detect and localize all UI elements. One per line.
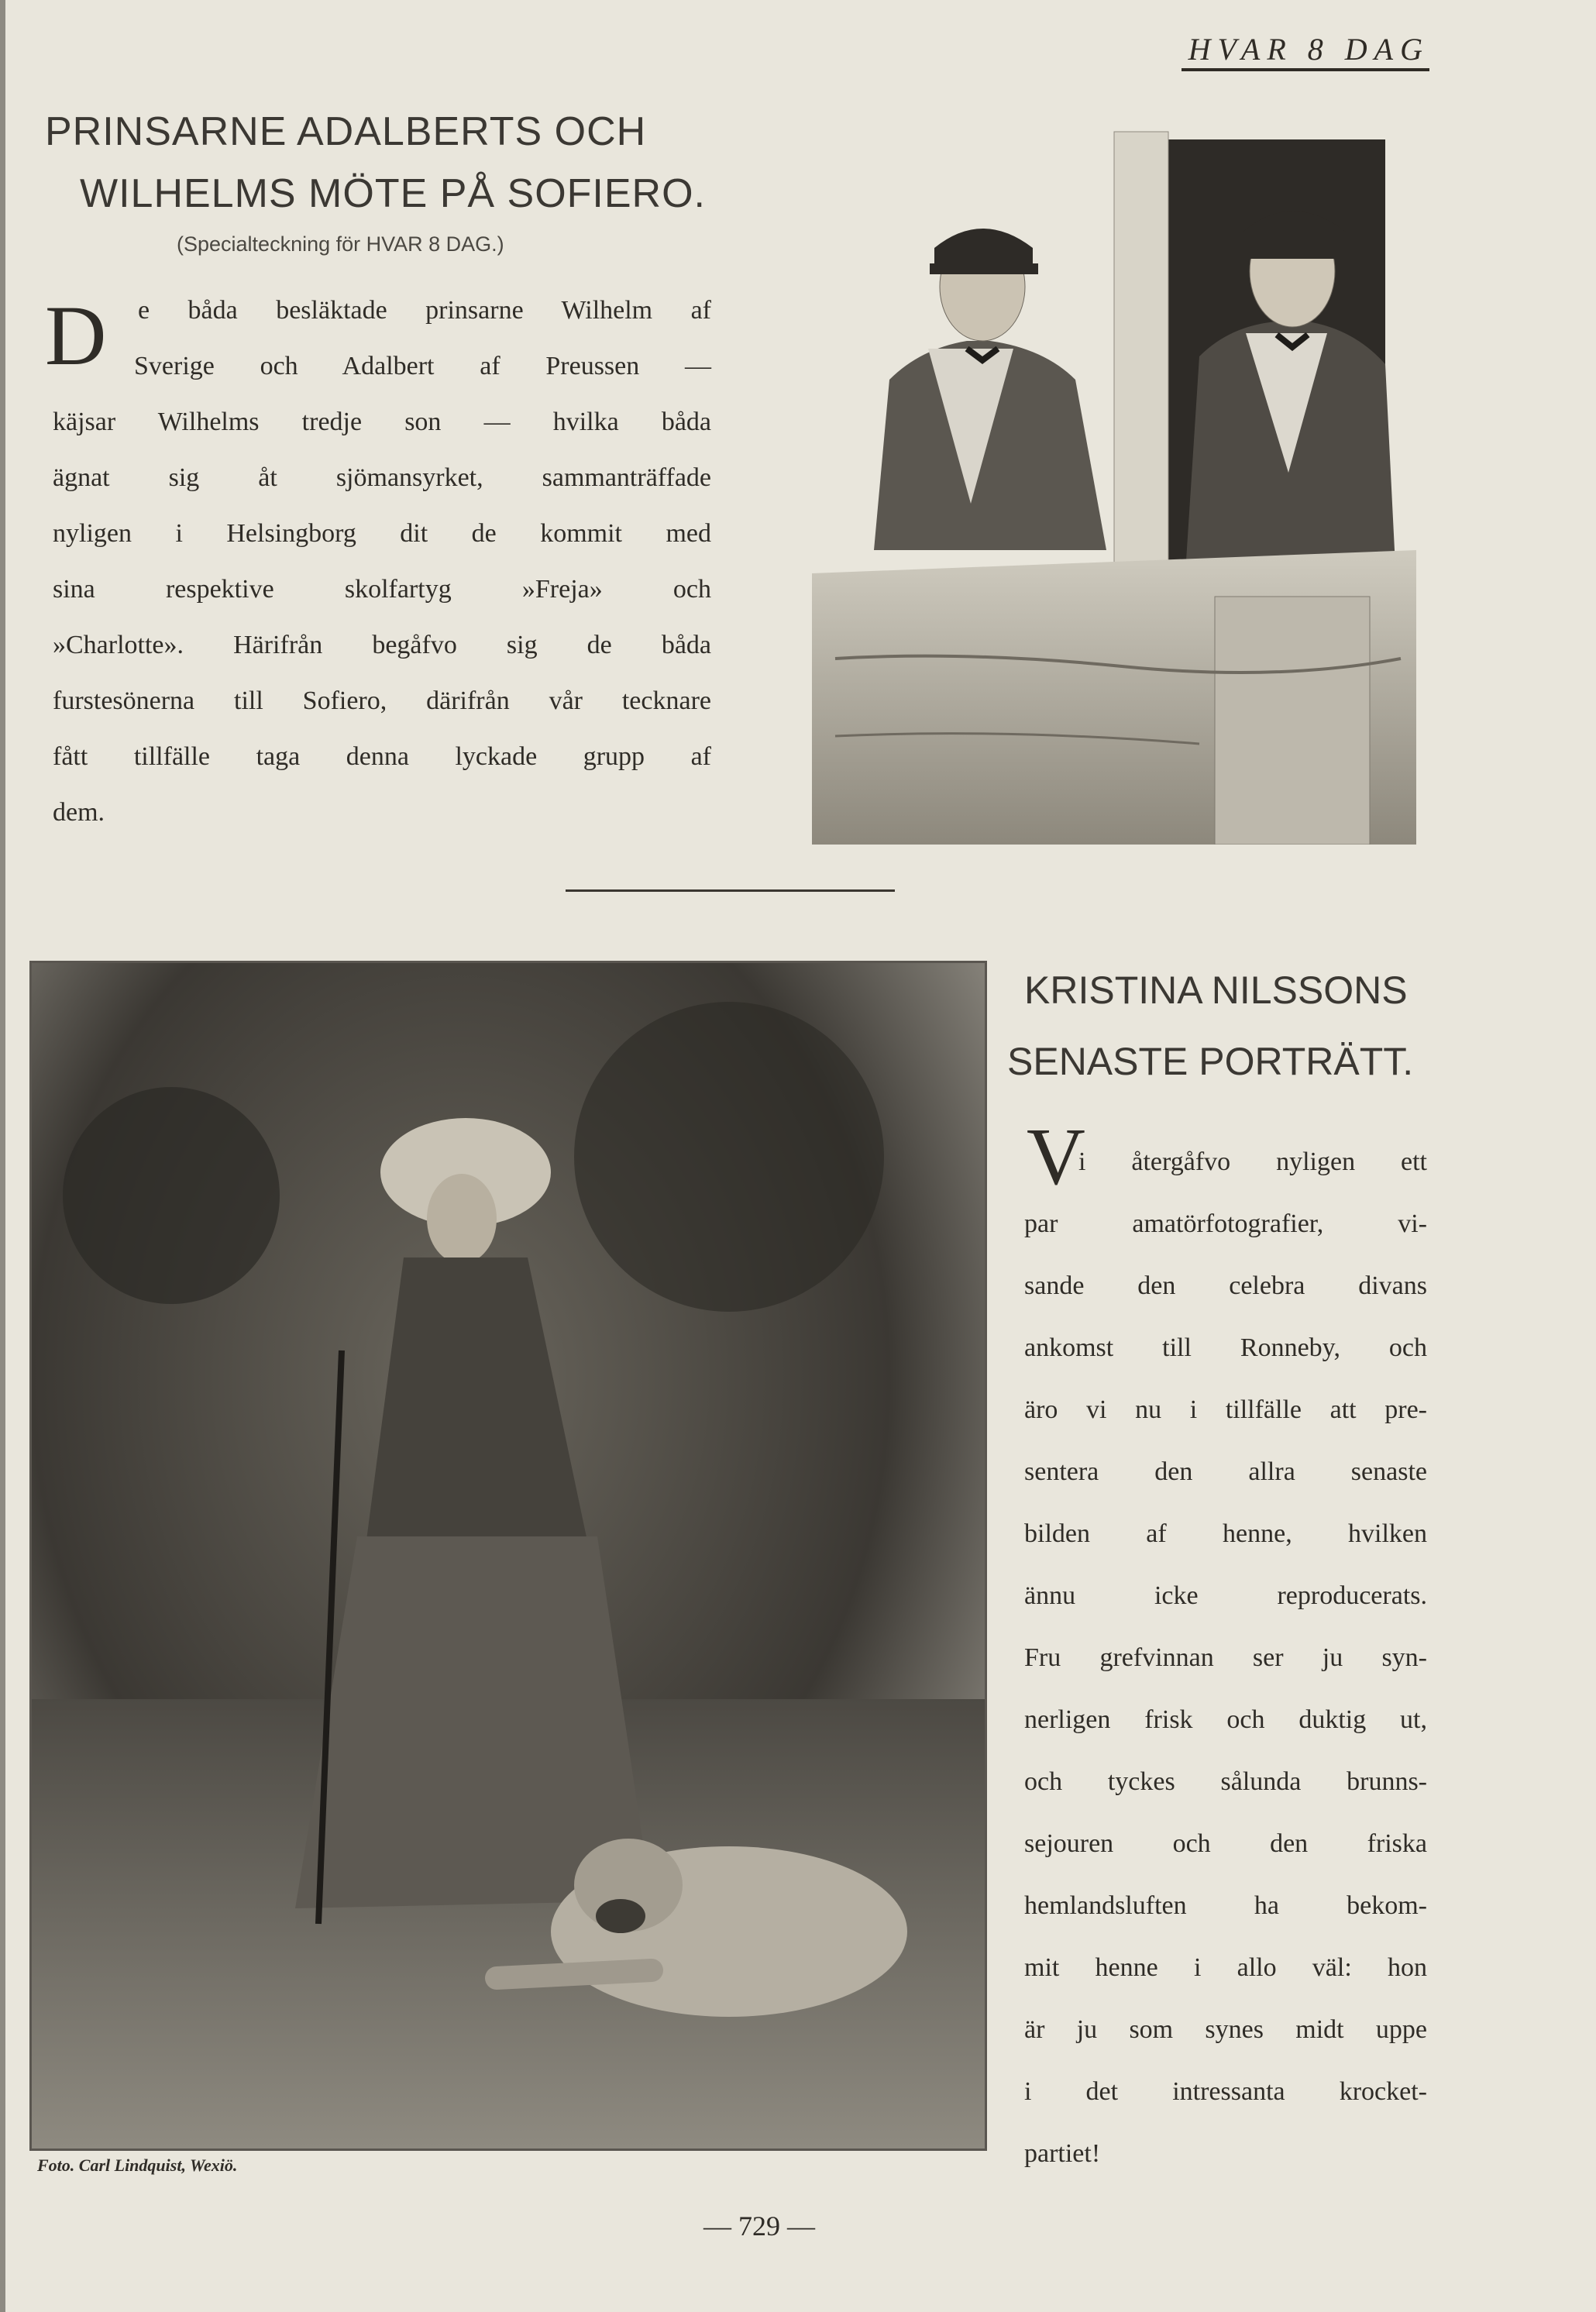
- shrub: [63, 1087, 280, 1304]
- article1-title-line2: WILHELMS MÖTE PÅ SOFIERO.: [80, 171, 706, 216]
- article1-title: [45, 101, 719, 225]
- article2-line: och tyckes sålunda brunns-: [1024, 1767, 1427, 1796]
- article2-line: sande den celebra divans: [1024, 1271, 1427, 1300]
- article2-line: partiet!: [1024, 2139, 1101, 2168]
- prince-left: [874, 229, 1106, 550]
- masthead: HVAR 8 DAG: [1188, 32, 1429, 67]
- article2-dropcap: V: [1027, 1111, 1085, 1202]
- article1-line: Sverige och Adalbert af Preussen —: [134, 352, 711, 380]
- article2-line: par amatörfotografier, vi-: [1024, 1209, 1427, 1238]
- article2-line: nerligen frisk och duktig ut,: [1024, 1705, 1427, 1734]
- article2-line: är ju som synes midt uppe: [1024, 2015, 1427, 2044]
- article1-line: dem.: [53, 798, 105, 827]
- article1-line: sina respektive skolfartyg »Freja» och: [53, 575, 711, 604]
- article2-line: ankomst till Ronneby, och: [1024, 1333, 1427, 1362]
- article2-line: bilden af henne, hvilken: [1024, 1519, 1427, 1548]
- stone-pier: [1215, 597, 1370, 845]
- article2-title-line1: KRISTINA NILSSONS: [1024, 968, 1408, 1012]
- section-separator: [566, 889, 895, 892]
- article2-line: hemlandsluften ha bekom-: [1024, 1891, 1427, 1920]
- article1-line: furstesönerna till Sofiero, därifrån vår tecknare: [53, 686, 711, 715]
- article2-line: äro vi nu i tillfälle att pre-: [1024, 1395, 1427, 1424]
- article2-line: sejouren och den friska: [1024, 1829, 1427, 1858]
- article2-title: [1007, 955, 1441, 1097]
- article1-line: käjsar Wilhelms tredje son — hvilka båda: [53, 408, 711, 436]
- princes-illustration: [812, 116, 1416, 845]
- kristina-nilsson-photo: [29, 961, 987, 2151]
- article1-subtitle: (Specialteckning för HVAR 8 DAG.): [177, 232, 504, 256]
- article1-line: e båda besläktade prinsarne Wilhelm af: [138, 296, 711, 325]
- masthead-rule: [1182, 68, 1429, 71]
- article2-title-line2: SENASTE PORTRÄTT.: [1007, 1040, 1414, 1083]
- article2-line: sentera den allra senaste: [1024, 1457, 1427, 1486]
- article2-body: [1024, 1131, 1427, 2185]
- article2-line: ännu icke reproducerats.: [1024, 1581, 1427, 1610]
- article1-line: ägnat sig åt sjömansyrket, sammanträffade: [53, 463, 711, 492]
- article2-line: mit henne i allo väl: hon: [1024, 1953, 1427, 1982]
- article1-body: [53, 283, 711, 848]
- page-edge-shadow: [0, 0, 5, 2312]
- article2-line: i det intressanta krocket-: [1024, 2077, 1427, 2106]
- article1-dropcap: D: [45, 288, 107, 383]
- page-number: — 729 —: [703, 2211, 815, 2241]
- article1-line: nyligen i Helsingborg dit de kommit med: [53, 519, 711, 548]
- article1-line: fått tillfälle taga denna lyckade grupp af: [53, 742, 711, 771]
- shrub: [574, 1002, 884, 1312]
- article2-line: Fru grefvinnan ser ju syn-: [1024, 1643, 1427, 1672]
- photo-credit: Foto. Carl Lindquist, Wexiö.: [37, 2155, 238, 2175]
- article1-line: »Charlotte». Härifrån begåfvo sig de båda: [53, 631, 711, 659]
- article1-title-line1: PRINSARNE ADALBERTS OCH: [45, 109, 647, 154]
- article2-line: i återgåfvo nyligen ett: [1078, 1147, 1427, 1176]
